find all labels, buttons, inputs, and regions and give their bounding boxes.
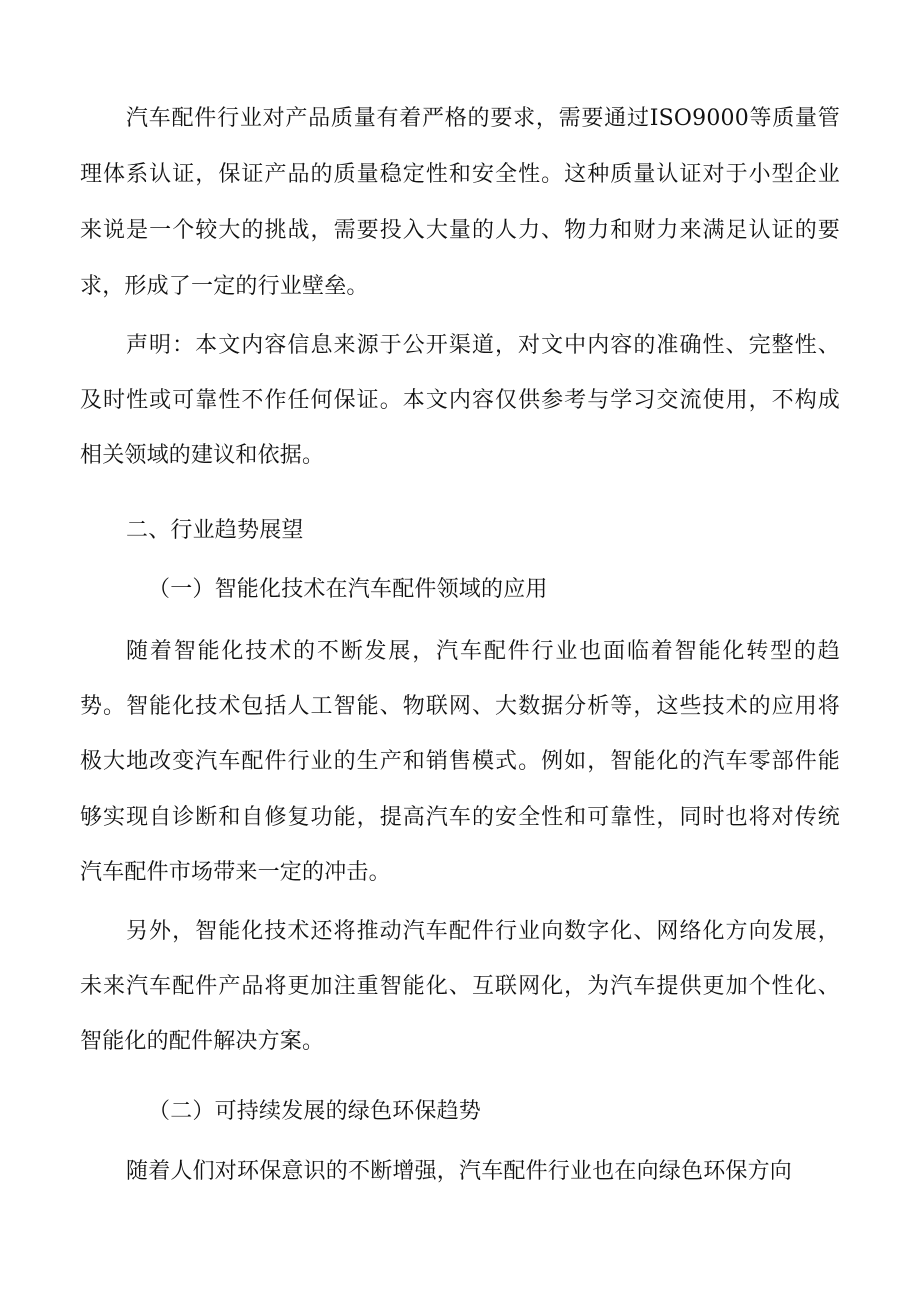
text-line: 及时性或可靠性不作任何保证。本文内容仅供参考与学习交流使用，不构成 bbox=[80, 388, 840, 413]
text-line: 未来汽车配件产品将更加注重智能化、互联网化，为汽车提供更加个性化、 bbox=[80, 974, 840, 999]
text-line: 汽车配件市场带来一定的冲击。 bbox=[80, 860, 391, 885]
text-line: 相关领域的建议和依据。 bbox=[80, 443, 325, 468]
section-heading: 二、行业趋势展望 bbox=[126, 518, 304, 543]
text-line: 理体系认证，保证产品的质量稳定性和安全性。这种质量认证对于小型企业 bbox=[80, 162, 840, 187]
text-line: 随着人们对环保意识的不断增强，汽车配件行业也在向绿色环保方向 bbox=[126, 1159, 793, 1184]
text-line: 声明：本文内容信息来源于公开渠道，对文中内容的准确性、完整性、 bbox=[126, 333, 840, 358]
text-line: 够实现自诊断和自修复功能，提高汽车的安全性和可靠性，同时也将对传统 bbox=[80, 805, 840, 830]
text-line: 来说是一个较大的挑战，需要投入大量的人力、物力和财力来满足认证的要 bbox=[80, 218, 840, 243]
text-line: 智能化的配件解决方案。 bbox=[80, 1029, 325, 1054]
text-line: 极大地改变汽车配件行业的生产和销售模式。例如，智能化的汽车零部件能 bbox=[80, 749, 840, 774]
text-line: 求，形成了一定的行业壁垒。 bbox=[80, 274, 369, 299]
text-line: 汽车配件行业对产品质量有着严格的要求，需要通过ISO9000等质量管 bbox=[126, 106, 840, 131]
subsection-heading: （一）智能化技术在汽车配件领域的应用 bbox=[148, 577, 548, 602]
text-line: 另外，智能化技术还将推动汽车配件行业向数字化、网络化方向发展， bbox=[126, 919, 840, 944]
text-line: 势。智能化技术包括人工智能、物联网、大数据分析等，这些技术的应用将 bbox=[80, 694, 840, 719]
text-line: 随着智能化技术的不断发展，汽车配件行业也面临着智能化转型的趋 bbox=[126, 639, 840, 664]
subsection-heading: （二）可持续发展的绿色环保趋势 bbox=[148, 1099, 482, 1124]
